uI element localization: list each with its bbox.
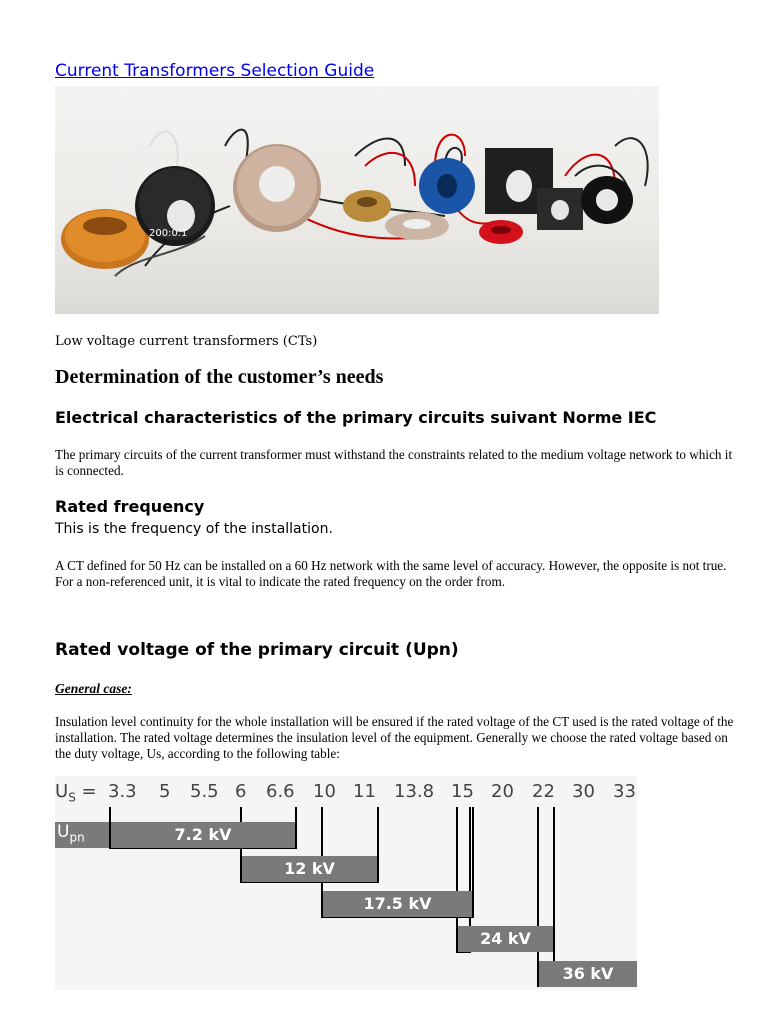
ct-ratio-label: 200:0.1	[149, 228, 188, 239]
photo-caption: Low voltage current transformers (CTs)	[55, 334, 318, 349]
upn-bar-12kv: 12 kV	[242, 856, 377, 882]
us-value: 6	[235, 781, 247, 802]
us-value: 30	[572, 781, 595, 802]
section-heading-frequency: Rated frequency	[55, 497, 205, 516]
paragraph-frequency-intro: This is the frequency of the installation.	[55, 521, 333, 537]
paragraph-voltage: Insulation level continuity for the whole installation will be ensured if the rated voltage of the CT used is the rated voltage of the installation. The rated voltage determines the insulation level of the equipment. Generally we choose the rated voltage based on the duty voltage, Us, according to the following table:	[55, 714, 734, 761]
us-value: 11	[353, 781, 376, 802]
general-case-label: General case:	[55, 681, 132, 696]
us-value: 3.3	[108, 781, 137, 802]
page-title-link[interactable]: Current Transformers Selection Guide	[55, 61, 375, 81]
upn-bar-24kv: 24 kV	[458, 926, 553, 952]
us-value: 20	[491, 781, 514, 802]
us-value: 5.5	[190, 781, 219, 802]
us-value: 33	[613, 781, 636, 802]
paragraph-electrical: The primary circuits of the current transformer must withstand the constraints related to the medium voltage network to which it is connected.	[55, 447, 733, 478]
us-value: 5	[159, 781, 171, 802]
us-value: 13.8	[394, 781, 435, 802]
section-heading-electrical: Electrical characteristics of the primary circuits suivant Norme IEC	[55, 408, 657, 427]
us-value: 10	[313, 781, 336, 802]
us-value: 22	[532, 781, 555, 802]
section-heading-voltage: Rated voltage of the primary circuit (Upn)	[55, 640, 459, 660]
us-value: 15	[451, 781, 474, 802]
paragraph-frequency-detail: A CT defined for 50 Hz can be installed on a 60 Hz network with the same level of accuracy. However, the opposite is not true. For a non-referenced unit, it is vital to indicate the rated frequency on the order from.	[55, 558, 727, 589]
upn-label: $U_{pn}$	[57, 822, 85, 845]
upn-bar-17-5kv: 17.5 kV	[323, 891, 472, 917]
upn-label-band	[55, 822, 111, 848]
us-label: $U_S$ =	[55, 781, 97, 805]
upn-bar-36kv: 36 kV	[539, 961, 637, 987]
upn-bracket-36	[537, 807, 555, 987]
section-heading-needs: Determination of the customer’s needs	[55, 366, 384, 388]
ct-photo	[55, 86, 659, 314]
upn-bar-7-2kv: 7.2 kV	[111, 822, 295, 848]
us-value: 6.6	[266, 781, 295, 802]
